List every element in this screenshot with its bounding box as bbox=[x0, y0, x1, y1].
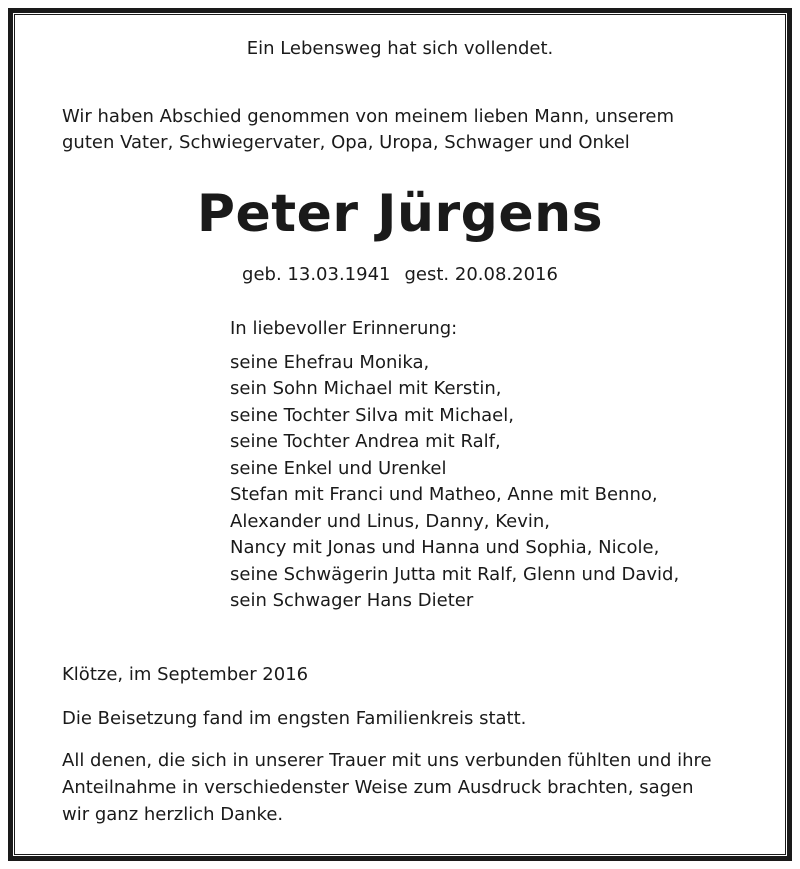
death-date: gest. 20.08.2016 bbox=[404, 264, 558, 285]
deceased-name: Peter Jürgens bbox=[196, 184, 604, 244]
intro-line: Ein Lebensweg hat sich vollendet. bbox=[246, 38, 554, 59]
thanks-line-3: wir ganz herzlich Danke. bbox=[62, 804, 284, 825]
memorial-heading: In liebevoller Erinnerung: bbox=[230, 318, 458, 339]
mourner-line: seine Tochter Andrea mit Ralf, bbox=[230, 431, 501, 452]
mourner-line: Nancy mit Jonas und Hanna und Sophia, Nicole, bbox=[230, 537, 660, 558]
mourner-line: seine Schwägerin Jutta mit Ralf, Glenn und David, bbox=[230, 563, 680, 585]
memorial-block bbox=[230, 316, 679, 615]
mourner-line: sein Schwager Hans Dieter bbox=[230, 590, 474, 611]
thanks-line-2: Anteilnahme in verschiedenster Weise zum Ausdruck brachten, sagen bbox=[62, 777, 694, 798]
thanks-line-1: All denen, die sich in unserer Trauer mit uns verbunden fühlten und ihre bbox=[62, 750, 712, 771]
mourner-line: sein Sohn Michael mit Kerstin, bbox=[230, 378, 502, 399]
mourner-line: seine Enkel und Urenkel bbox=[230, 457, 447, 479]
farewell-line-1: Wir haben Abschied genommen von meinem lieben Mann, unserem bbox=[62, 106, 674, 127]
place-date: Klötze, im September 2016 bbox=[62, 664, 309, 685]
mourner-line: seine Ehefrau Monika, bbox=[230, 351, 430, 373]
funeral-note: Die Beisetzung fand im engsten Familienkreis statt. bbox=[62, 708, 527, 729]
mourner-line: seine Tochter Silva mit Michael, bbox=[230, 404, 514, 426]
life-dates bbox=[0, 262, 800, 288]
birth-date: geb. 13.03.1941 bbox=[242, 264, 391, 285]
farewell-line-2: guten Vater, Schwiegervater, Opa, Uropa, Schwager und Onkel bbox=[62, 132, 630, 153]
mourner-line: Stefan mit Franci und Matheo, Anne mit Benno, bbox=[230, 484, 658, 505]
mourner-line: Alexander und Linus, Danny, Kevin, bbox=[230, 510, 550, 532]
